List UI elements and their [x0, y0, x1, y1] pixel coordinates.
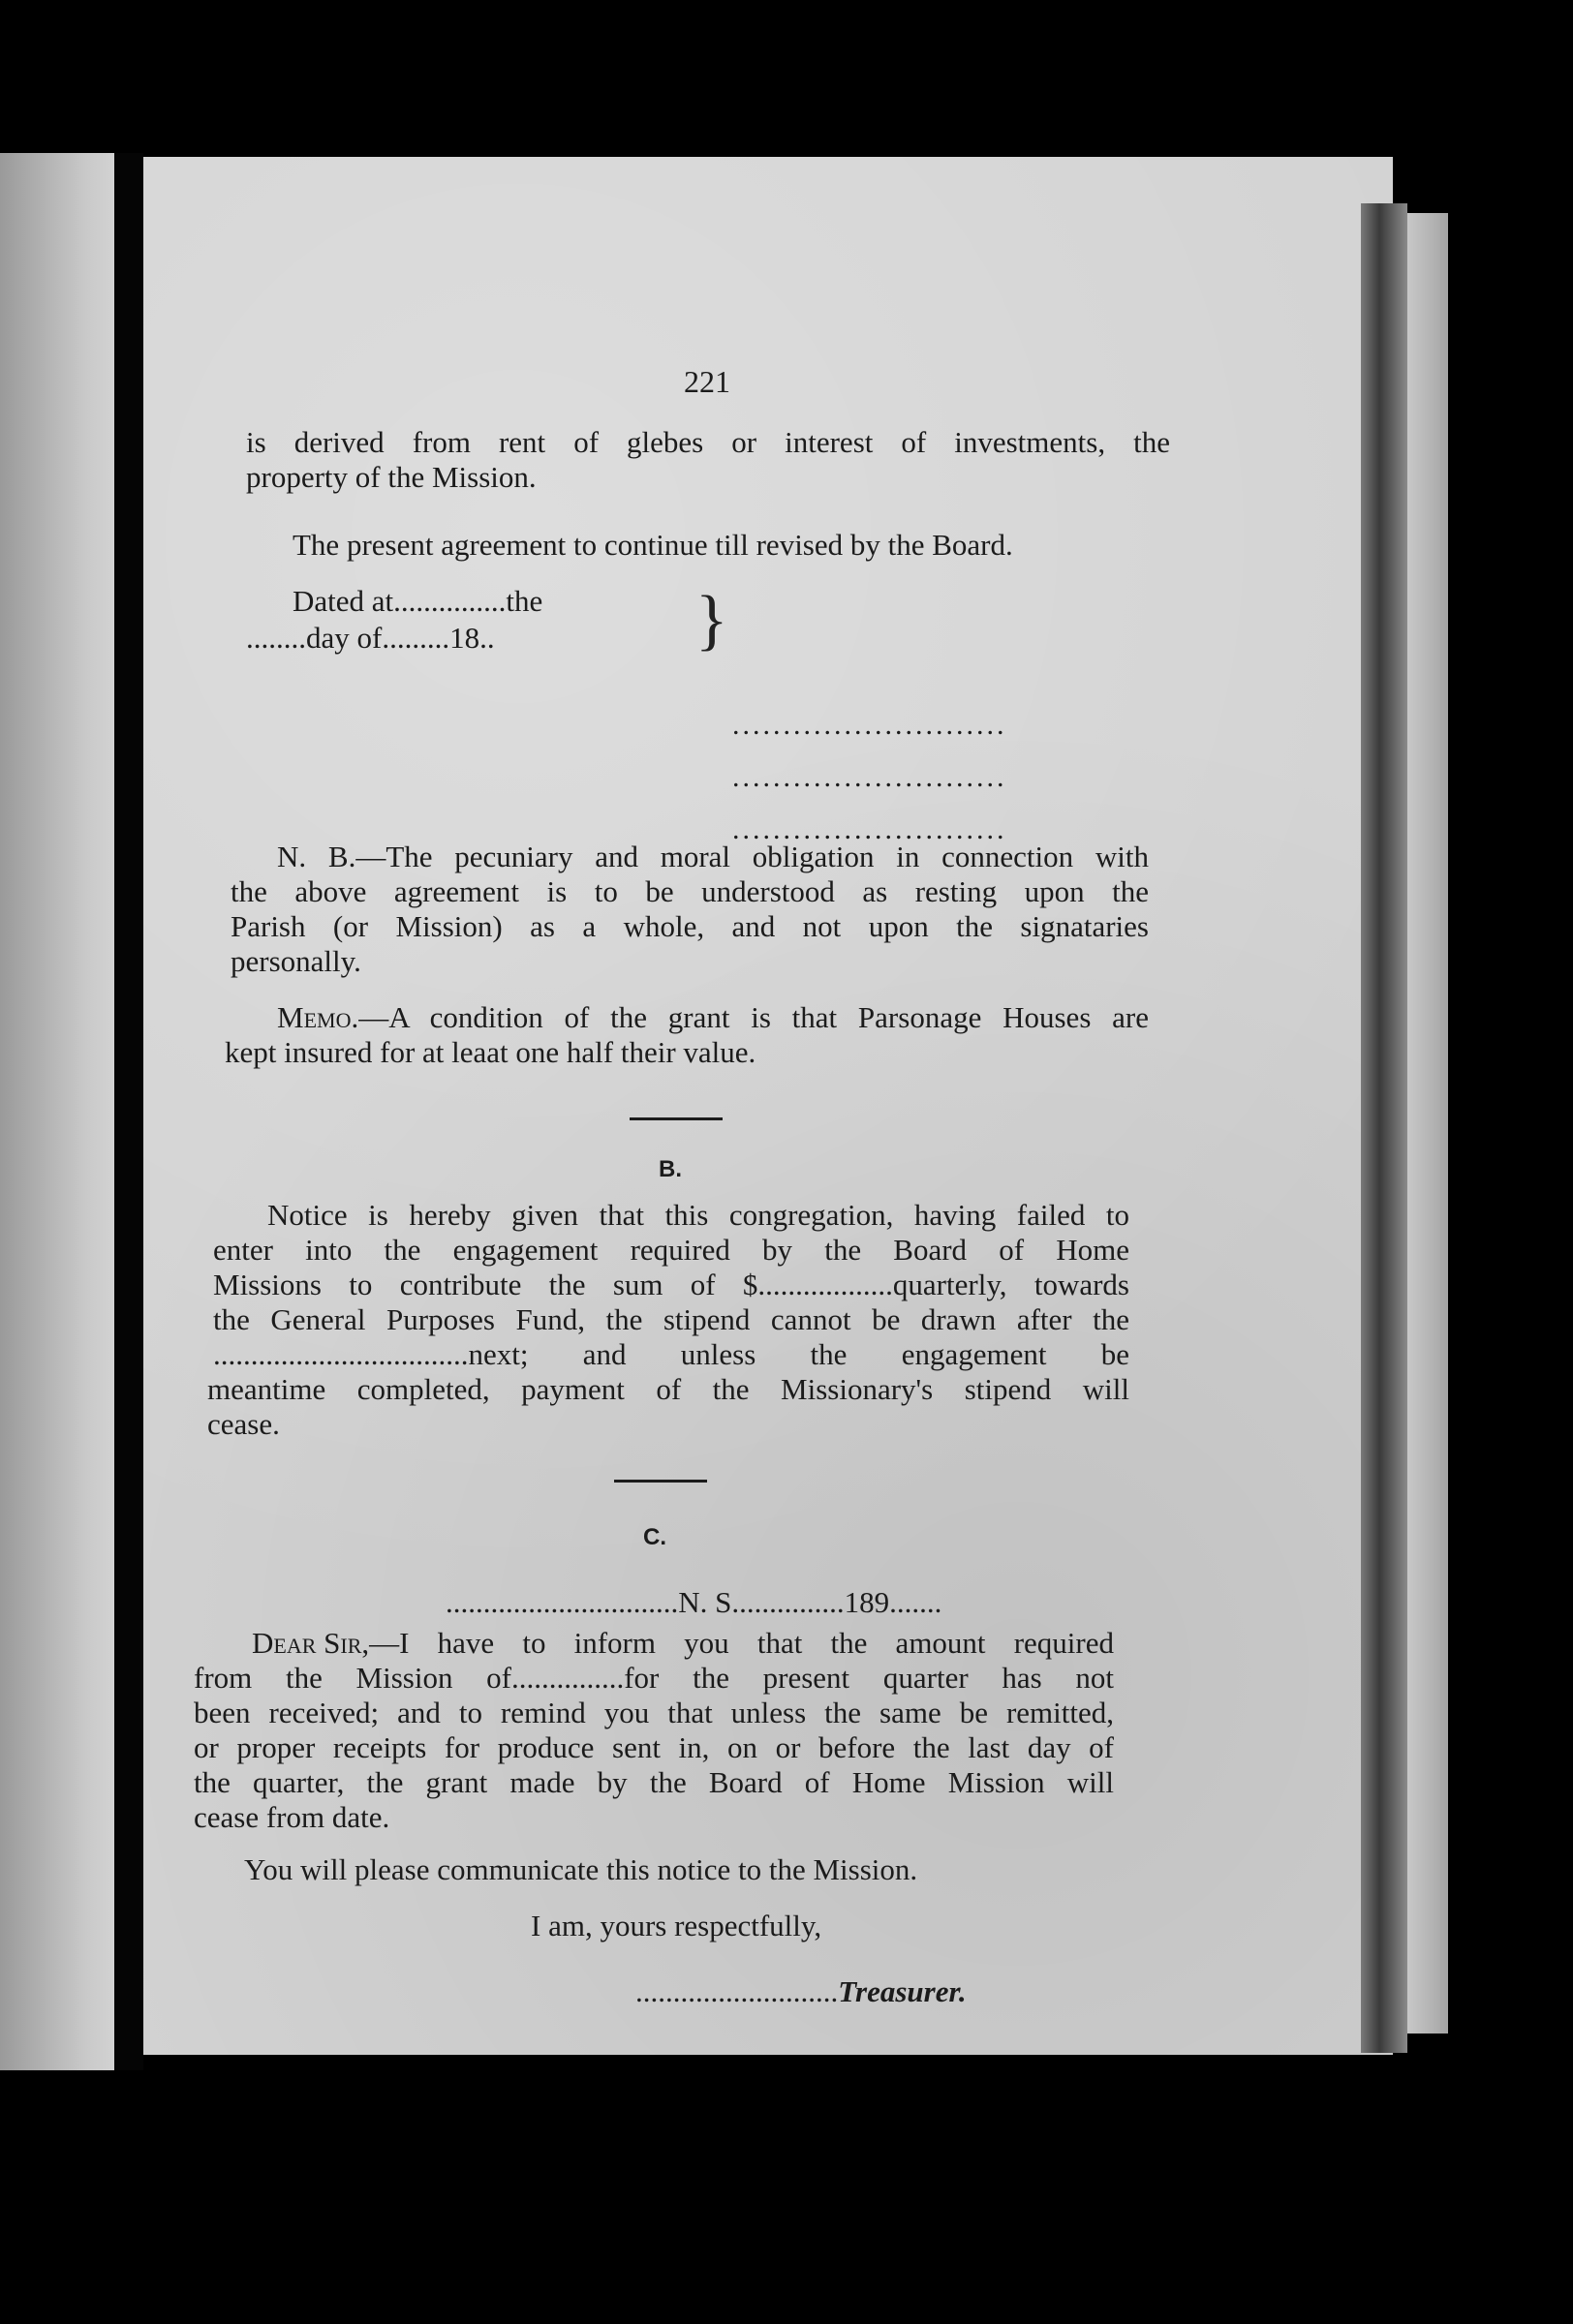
- c-line4: or proper receipts for produce sent in, on or before the last day of: [194, 1730, 1114, 1764]
- c-closing: I am, yours respectfully,: [531, 1909, 822, 1942]
- treasurer-title: Treasurer.: [838, 1974, 967, 2008]
- c-date-line: ...............................N. S...............189.......: [446, 1585, 942, 1619]
- b-line3: Missions to contribute the sum of $..................quarterly, towards: [213, 1268, 1129, 1301]
- signature-line-2: ...........................: [732, 761, 1007, 793]
- memo-line2: kept insured for at leaat one half their value.: [225, 1035, 756, 1069]
- page-stack-shadow: [1361, 203, 1407, 2053]
- memo-label: Memo.: [277, 1000, 359, 1034]
- divider-1: [630, 1117, 723, 1120]
- signature-line-1: ...........................: [732, 709, 1007, 741]
- page-stack-edge: [1407, 213, 1448, 2034]
- section-c-heading: C.: [643, 1524, 666, 1550]
- memo-line1-text: —A condition of the grant is that Parsonage Houses are: [358, 1000, 1149, 1034]
- nb-line1: N. B.—The pecuniary and moral obligation in connection with: [277, 840, 1149, 873]
- dated-line2: ........day of.........18..: [246, 621, 495, 655]
- p1-line1: is derived from rent of glebes or interest of investments, the: [246, 425, 1170, 459]
- c-request: You will please communicate this notice to the Mission.: [244, 1852, 918, 1886]
- p1-line2: property of the Mission.: [246, 460, 537, 494]
- b-line4: the General Purposes Fund, the stipend cannot be drawn after the: [213, 1302, 1129, 1336]
- section-b-heading: B.: [659, 1156, 682, 1182]
- divider-2: [614, 1480, 707, 1483]
- c-line1-text: —I have to inform you that the amount required: [369, 1626, 1114, 1660]
- b-line7: cease.: [207, 1407, 280, 1441]
- b-line1: Notice is hereby given that this congregation, having failed to: [267, 1198, 1129, 1232]
- book-gutter: [114, 153, 143, 2070]
- treasurer-signature: [635, 1975, 967, 2007]
- signature-line-3: ...........................: [732, 813, 1007, 845]
- c-line5: the quarter, the grant made by the Board of Home Mission will: [194, 1765, 1114, 1799]
- b-line6: meantime completed, payment of the Missionary's stipend will: [207, 1372, 1129, 1406]
- memo-line1: [277, 1001, 1149, 1033]
- nb-line3: Parish (or Mission) as a whole, and not upon the signataries: [231, 909, 1149, 943]
- b-line2: enter into the engagement required by the Board of Home: [213, 1233, 1129, 1267]
- treasurer-dots: ...........................: [635, 1974, 839, 2008]
- c-line2: from the Mission of...............for the present quarter has not: [194, 1661, 1114, 1695]
- dated-line1: Dated at...............the: [293, 584, 543, 618]
- page-number: 221: [684, 364, 730, 399]
- c-line6: cease from date.: [194, 1800, 390, 1834]
- agreement-text: The present agreement to continue till revised by the Board.: [293, 528, 1013, 562]
- right-brace: }: [695, 583, 728, 657]
- c-line3: been received; and to remind you that unless the same be remitted,: [194, 1696, 1114, 1729]
- nb-line4: personally.: [231, 944, 361, 978]
- c-salutation: Dear Sir,: [252, 1626, 370, 1660]
- b-line5: ..................................next; and unless the engagement be: [213, 1337, 1129, 1371]
- c-line1: [252, 1627, 1114, 1659]
- nb-line2: the above agreement is to be understood as resting upon the: [231, 874, 1149, 908]
